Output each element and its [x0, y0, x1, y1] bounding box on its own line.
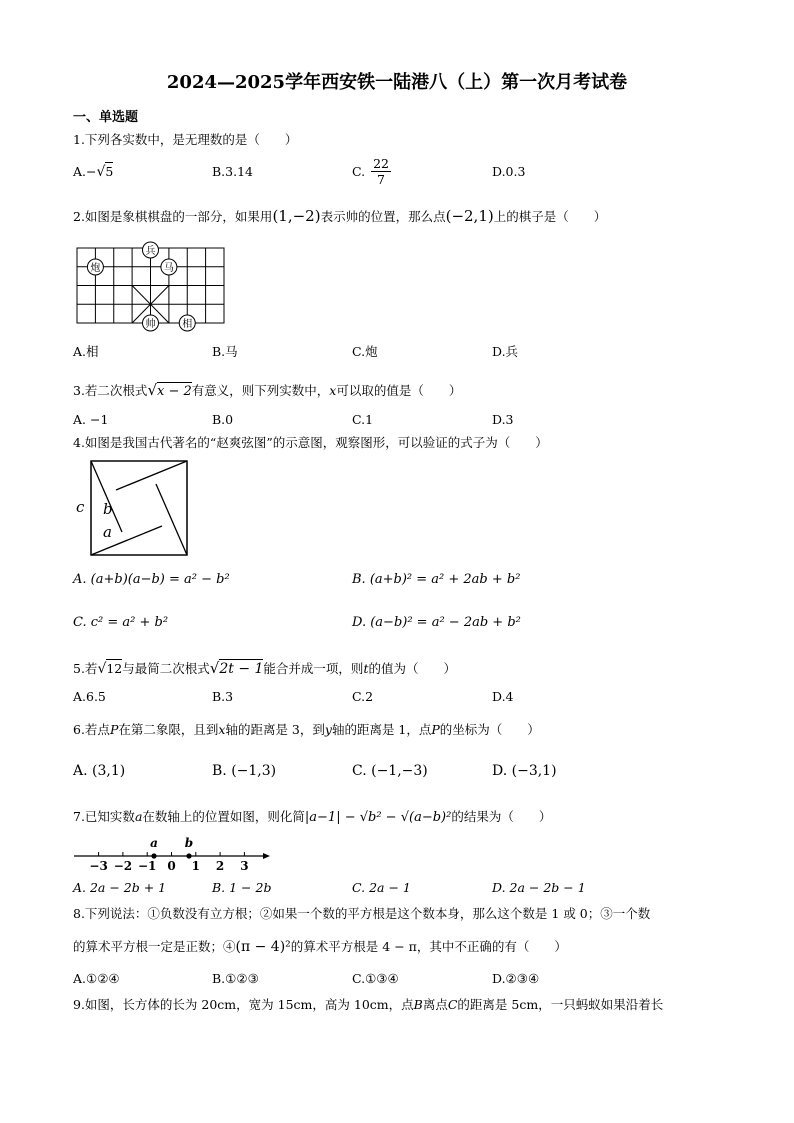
- piece-label-ma: 马: [163, 263, 174, 274]
- q2-coord-2: (−2,1): [445, 207, 494, 225]
- q6-point-p-2: P: [431, 722, 440, 737]
- piece-label-pao: 炮: [90, 263, 101, 274]
- q7-option-c[interactable]: C. 2a − 1: [352, 880, 411, 895]
- q8-option-a[interactable]: A.①②④: [73, 971, 120, 986]
- point-b-label: b: [184, 836, 194, 850]
- q1-option-b[interactable]: B.3.14: [212, 164, 253, 179]
- q7-stem-p3: 的结果为（ ）: [451, 809, 552, 824]
- q5-stem-p1: 5.若: [73, 661, 98, 676]
- q1-c-fraction: [371, 158, 391, 186]
- sqrt-symbol: √: [97, 661, 107, 677]
- q5-stem-p3: 能合并成一项，则: [263, 661, 364, 676]
- q8-expression: (π − 4)²: [235, 939, 291, 955]
- q5-stem-p2: 与最简二次根式: [122, 661, 210, 676]
- q6-stem: [73, 724, 540, 737]
- label-a: a: [103, 523, 112, 541]
- q6-x: x: [218, 722, 226, 737]
- q3-stem-p3: 可以取的值是（ ）: [336, 383, 462, 398]
- section-heading: 一、单选题: [73, 110, 139, 125]
- q3-option-a[interactable]: A. −1: [73, 412, 109, 427]
- q6-y: y: [324, 722, 332, 737]
- q3-stem-p2: 有意义，则下列实数中，: [191, 383, 330, 398]
- q1-a-radicand: 5: [105, 164, 114, 179]
- q7-option-d[interactable]: D. 2a − 2b − 1: [492, 880, 586, 895]
- q2-option-c[interactable]: C.炮: [352, 344, 378, 359]
- q3-radicand: x − 2: [157, 384, 192, 399]
- sqrt-symbol: √: [96, 164, 106, 180]
- q5-radicand-1: 12: [106, 661, 123, 676]
- q7-option-a[interactable]: A. 2a − 2b + 1: [73, 880, 167, 895]
- q1-stem: 1.下列各实数中，是无理数的是（ ）: [73, 132, 298, 147]
- q7-expression: |a−1| − √b² − √(a−b)²: [304, 810, 452, 825]
- q3-option-d[interactable]: D.3: [492, 412, 514, 427]
- q3-var: x: [329, 383, 337, 398]
- piece-bing: [143, 242, 159, 258]
- tick-label: 2: [215, 859, 225, 873]
- chess-board-figure: [70, 238, 230, 334]
- q7-var-a: a: [134, 809, 143, 824]
- q1-option-d[interactable]: D.0.3: [492, 164, 526, 179]
- q2-option-a[interactable]: A.相: [73, 344, 99, 359]
- point-a-label: a: [150, 836, 158, 850]
- q7-stem-p1: 7.已知实数: [73, 809, 135, 824]
- zhao-shuang-figure: [70, 456, 192, 560]
- tick-label: −2: [113, 859, 133, 873]
- tick-label: 1: [191, 859, 200, 873]
- piece-label-bing: 兵: [145, 246, 156, 257]
- q6-option-b[interactable]: B. (−1,3): [212, 763, 277, 779]
- tick-label: 0: [167, 859, 176, 873]
- tick-label: 3: [240, 859, 249, 873]
- tick-label: −1: [137, 859, 157, 873]
- page-title: 2024—2025学年西安铁一陆港八（上）第一次月考试卷: [166, 72, 628, 93]
- piece-label-xiang: 相: [182, 319, 193, 330]
- tick-label: −3: [89, 859, 108, 873]
- q2-stem-p3: 上的棋子是（ ）: [493, 209, 607, 224]
- q1-c-denominator: 7: [377, 171, 385, 187]
- q9-point-b: B: [413, 997, 423, 1012]
- piece-xiang: [179, 315, 195, 331]
- q8-line2: [73, 940, 567, 954]
- q3-stem: [73, 383, 461, 398]
- q3-option-c[interactable]: C.1: [352, 412, 374, 427]
- piece-pao: [87, 259, 103, 275]
- q9-line1-p1: 9.如图，长方体的长为 20cm，宽为 15cm，高为 10cm，点: [73, 997, 414, 1012]
- q5-var: t: [363, 661, 369, 676]
- q3-option-b[interactable]: B.0: [212, 412, 234, 427]
- q7-stem-p2: 在数轴上的位置如图，则化简: [142, 809, 305, 824]
- q8-line1: 8.下列说法：①负数没有立方根；②如果一个数的平方根是这个数本身，那么这个数是 1 或 0；③一个数: [73, 906, 651, 921]
- q5-option-c[interactable]: C.2: [352, 689, 374, 704]
- q4-option-b[interactable]: B. (a+b)² = a² + 2ab + b²: [352, 572, 521, 587]
- q1-c-numerator: 22: [373, 156, 389, 171]
- q6-point-p: P: [109, 722, 119, 737]
- q8-option-c[interactable]: C.①③④: [352, 971, 399, 986]
- q9-point-c: C: [447, 997, 458, 1012]
- q8-option-d[interactable]: D.②③④: [492, 971, 540, 986]
- q2-option-b[interactable]: B.马: [212, 344, 238, 359]
- label-c: c: [76, 498, 85, 516]
- q6-option-c[interactable]: C. (−1,−3): [352, 763, 428, 779]
- q2-coord-1: (1,−2): [272, 207, 321, 225]
- point-a-dot: [151, 853, 156, 858]
- arrow-right-icon: [263, 853, 270, 859]
- q7-option-b[interactable]: B. 1 − 2b: [212, 880, 272, 895]
- q5-radicand-2: 2t − 1: [219, 661, 264, 677]
- q5-option-b[interactable]: B.3: [212, 689, 234, 704]
- q4-stem: 4.如图是我国古代著名的“赵爽弦图”的示意图，观察图形，可以验证的式子为（ ）: [73, 435, 548, 450]
- q6-option-a[interactable]: A. (3,1): [73, 763, 126, 779]
- q6-stem-p5: 的坐标为（ ）: [439, 722, 540, 737]
- q6-option-d[interactable]: D. (−3,1): [492, 763, 557, 779]
- q8-line2-p1: 的算术平方根一定是正数；④: [73, 939, 236, 954]
- q6-stem-p2: 在第二象限，且到: [118, 722, 219, 737]
- q5-option-d[interactable]: D.4: [492, 689, 514, 704]
- q2-stem-p1: 2.如图是象棋棋盘的一部分，如果用: [73, 209, 273, 224]
- q2-stem-p2: 表示帅的位置，那么点: [320, 209, 446, 224]
- sqrt-symbol: √: [147, 381, 157, 399]
- sqrt-symbol: √: [209, 659, 220, 677]
- q5-stem: [73, 661, 456, 676]
- q5-stem-p4: 的值为（ ）: [368, 661, 456, 676]
- piece-label-shuai: 帅: [145, 319, 156, 330]
- q1-a-prefix: A.: [73, 164, 87, 179]
- point-b-dot: [186, 853, 191, 858]
- q1-c-prefix: C.: [352, 164, 366, 179]
- q1-option-c[interactable]: [352, 158, 391, 186]
- q9-line1: [73, 999, 663, 1012]
- q1-option-a[interactable]: [73, 165, 113, 179]
- q6-stem-p4: 轴的距离是 1，点: [331, 722, 432, 737]
- q6-stem-p3: 轴的距离是 3，到: [225, 722, 325, 737]
- q8-option-b[interactable]: B.①②③: [212, 971, 259, 986]
- piece-ma: [161, 259, 177, 275]
- q9-line1-p3: 的距离是 5cm，一只蚂蚁如果沿着长: [457, 997, 664, 1012]
- label-b: b: [103, 500, 113, 518]
- q1-a-sign: −: [86, 164, 97, 179]
- number-line-figure: [70, 834, 275, 874]
- q8-line2-p2: 的算术平方根是 4 − π，其中不正确的有（ ）: [290, 939, 567, 954]
- q2-option-d[interactable]: D.兵: [492, 344, 519, 359]
- q5-option-a[interactable]: A.6.5: [73, 689, 106, 704]
- q2-stem: [73, 209, 606, 224]
- q7-stem: [73, 811, 551, 824]
- q4-option-a[interactable]: A. (a+b)(a−b) = a² − b²: [73, 572, 230, 587]
- q9-line1-p2: 离点: [422, 997, 448, 1012]
- piece-shuai: [143, 315, 159, 331]
- q4-option-c[interactable]: C. c² = a² + b²: [73, 615, 169, 630]
- q6-stem-p1: 6.若点: [73, 722, 110, 737]
- q3-stem-p1: 3.若二次根式: [73, 383, 148, 398]
- q4-option-d[interactable]: D. (a−b)² = a² − 2ab + b²: [352, 615, 521, 630]
